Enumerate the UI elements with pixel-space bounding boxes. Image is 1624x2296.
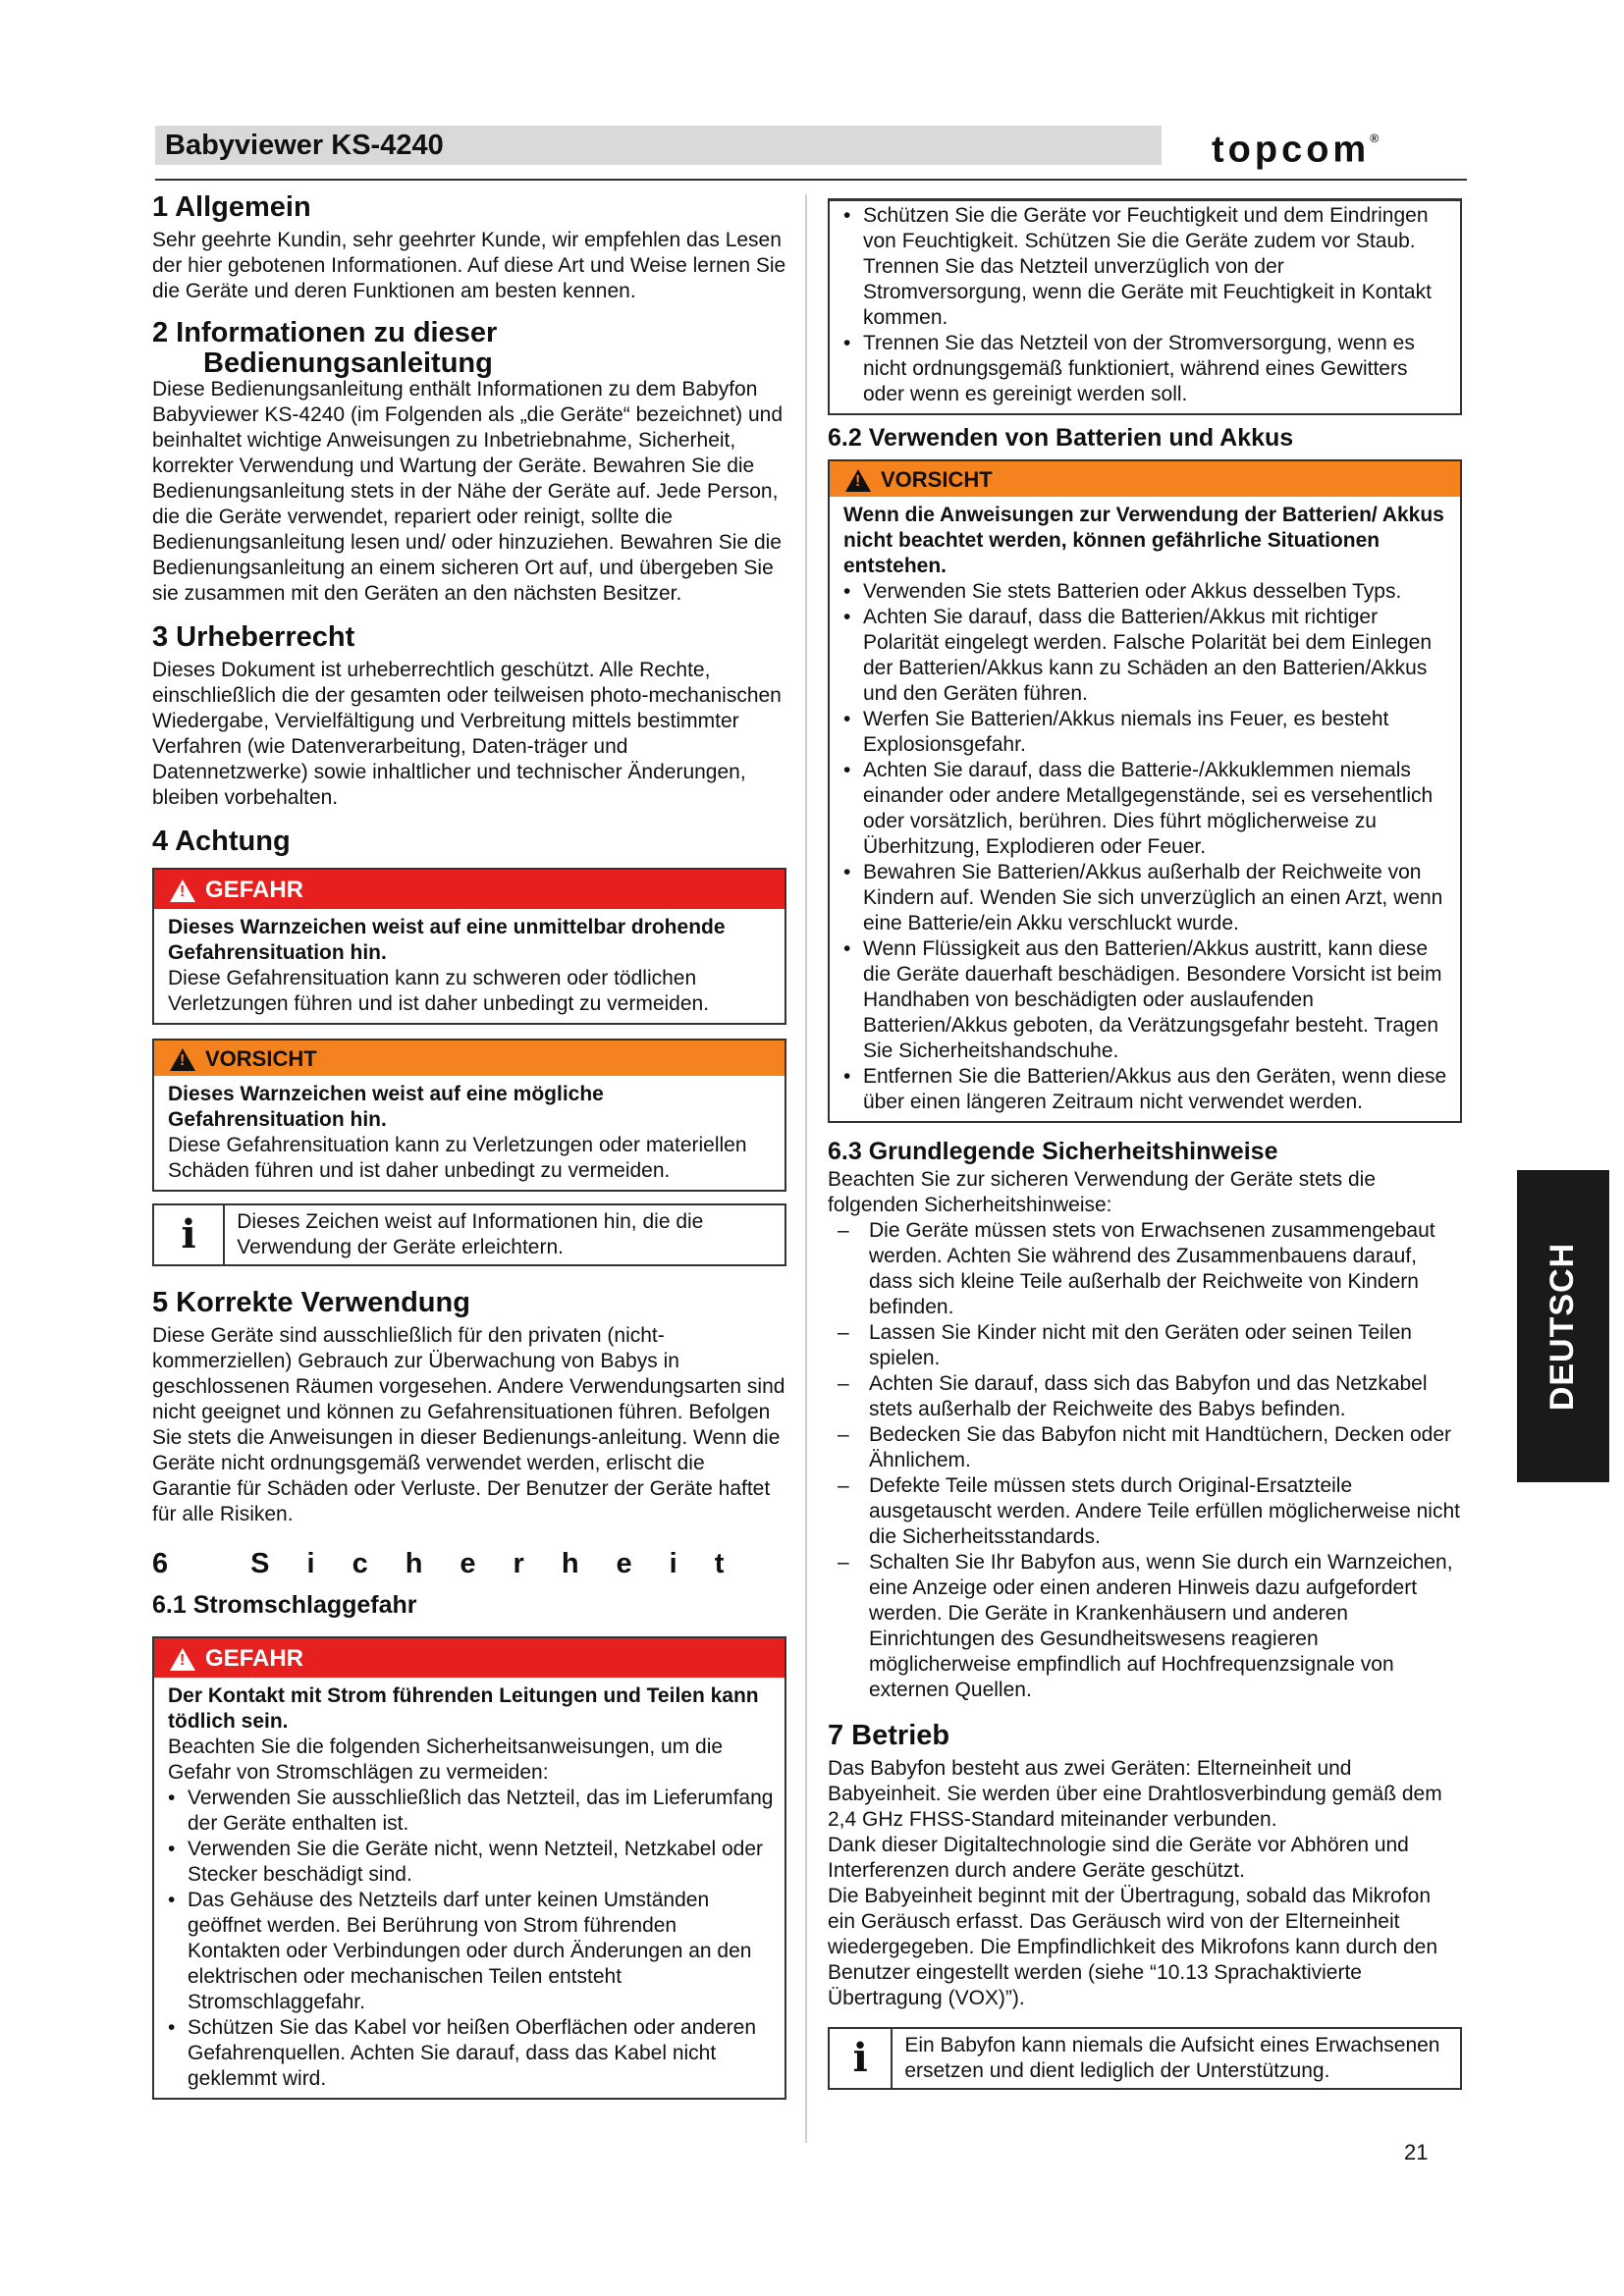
list-item: – Die Geräte müssen stets von Erwachsenen zusammengebaut werden. Achten Sie während des Zusammenbauens darauf, dass sich kleine Teile außerhalb der Reichweite von Kindern befinden. <box>828 1218 1462 1320</box>
warning-triangle-icon: ! <box>170 1048 195 1071</box>
shock-box-continued-body <box>830 201 1460 413</box>
shock-box-lead: Der Kontakt mit Strom führenden Leitungen und Teilen kann tödlich sein. <box>168 1684 759 1733</box>
caution-box-label: VORSICHT <box>205 1046 317 1071</box>
caution-box-body <box>154 1076 785 1190</box>
info-icon-cell <box>154 1205 225 1264</box>
section-7-paragraph-3: Die Babyeinheit beginnt mit der Übertragung, sobald das Mikrofon ein Geräusch erfasst. Das Geräusch wird von der Elterneinheit wiedergegeben. Die Empfindlichkeit des Mikrofons kann durch den Benutzer eingestellt werden (siehe “10.13 Sprachaktivierte Übertragung (VOX)”). <box>828 1885 1438 2009</box>
info-box-operation-text: Ein Babyfon kann niemals die Aufsicht eines Erwachsenen ersetzen und dient lediglich der Unterstützung. <box>904 2034 1440 2082</box>
section-2-text: Diese Bedienungsanleitung enthält Informationen zu dem Babyfon Babyviewer KS-4240 (im Folgenden als „die Geräte“ bezeichnet) und beinhaltet wichtige Anweisungen zu Inbetriebnahme, Sicherheit, korrekter Verwendung und Wartung der Geräte. Bewahren Sie die Bedienungsanleitung stets in der Nähe der Geräte auf. Jede Person, die die Geräte verwendet, repariert oder reinigt, sollte die Bedienungsanleitung lesen und/ oder hinzuziehen. Bewahren Sie die Bedienungsanleitung an einem sicheren Ort auf, und übergeben Sie sie zusammen mit den Geräten an den nächsten Besitzer. <box>152 378 784 605</box>
page-number: 21 <box>1404 2140 1429 2164</box>
shock-box-header <box>154 1638 785 1678</box>
danger-box-lead: Dieses Warnzeichen weist auf eine unmittelbar drohende Gefahrensituation hin. <box>168 916 726 964</box>
section-7-paragraph-2: Dank dieser Digitaltechnologie sind die Geräte vor Abhören und Interferenzen durch andere Geräte geschützt. <box>828 1834 1409 1882</box>
list-item: • Das Gehäuse des Netzteils darf unter keinen Umständen geöffnet werden. Bei Berührung von Strom führenden Kontakten oder Verbindungen oder durch Änderungen an den elektrischen oder mechanischen Teilen entsteht Stromschlaggefahr. <box>168 1888 775 2015</box>
column-divider <box>805 194 807 2143</box>
info-box-operation <box>828 2027 1462 2090</box>
list-item: • Achten Sie darauf, dass die Batterie-/Akkuklemmen niemals einander oder andere Metallgegenstände, sei es versehentlich oder vorsätzlich, berühren. Dies führt möglicherweise zu Überhitzung, Explodieren oder Feuer. <box>843 758 1450 860</box>
section-5-text: Diese Geräte sind ausschließlich für den privaten (nicht-kommerziellen) Gebrauch zur Überwachung von Babys in geschlossenen Räumen vorgesehen. Andere Verwendungsarten sind nicht geeignet und können zu Gefahrensituationen führen. Befolgen Sie stets die Anweisungen in dieser Bedienungs-anleitung. Wenn die Geräte nicht ordnungsgemäß verwendet werden, erlischt die Garantie für Schäden oder Verluste. Der Benutzer der Geräte haftet für alle Risiken. <box>152 1324 785 1525</box>
caution-box-text: Diese Gefahrensituation kann zu Verletzungen oder materiellen Schäden führen und ist daher unbedingt zu vermeiden. <box>168 1134 747 1182</box>
warning-triangle-icon: ! <box>170 1648 195 1671</box>
section-3-title: 3 Urheberrecht <box>152 621 355 653</box>
section-6-3-intro: Beachten Sie zur sicheren Verwendung der Geräte stets die folgenden Sicherheitshinweise: <box>828 1168 1376 1216</box>
shock-box-body <box>154 1678 785 2098</box>
list-item: • Entfernen Sie die Batterien/Akkus aus den Geräten, wenn diese über einen längeren Zeitraum nicht verwendet werden. <box>843 1064 1450 1115</box>
caution-box-lead: Dieses Warnzeichen weist auf eine mögliche Gefahrensituation hin. <box>168 1083 604 1131</box>
info-icon-cell <box>830 2029 893 2088</box>
info-box <box>152 1203 786 1266</box>
list-item: • Verwenden Sie stets Batterien oder Akkus desselben Typs. <box>843 579 1450 605</box>
list-item: • Bewahren Sie Batterien/Akkus außerhalb der Reichweite von Kindern auf. Wenden Sie sich unverzüglich an einen Arzt, wenn eine Batterie/ein Akku verschluckt wurde. <box>843 860 1450 936</box>
warning-triangle-icon: ! <box>845 469 871 492</box>
language-tab-label: DEUTSCH <box>1543 1242 1582 1411</box>
info-box-text: Dieses Zeichen weist auf Informationen hin, die die Verwendung der Geräte erleichtern. <box>237 1210 704 1258</box>
section-1-text: Sehr geehrte Kundin, sehr geehrter Kunde, wir empfehlen das Lesen der hier gebotenen Informationen. Auf diese Art und Weise lernen Sie die Geräte und deren Funktionen am besten kennen. <box>152 229 786 302</box>
list-item: – Bedecken Sie das Babyfon nicht mit Handtüchern, Decken oder Ähnlichem. <box>828 1422 1462 1473</box>
list-item: • Schützen Sie die Geräte vor Feuchtigkeit und dem Eindringen von Feuchtigkeit. Schützen Sie die Geräte zudem vor Staub. Trennen Sie das Netzteil unverzüglich von der Stromversorgung, wenn die Geräte mit Feuchtigkeit in Kontakt kommen. <box>843 203 1450 331</box>
document-title: Babyviewer KS-4240 <box>165 130 444 161</box>
list-item: – Lassen Sie Kinder nicht mit den Geräten oder seinen Teilen spielen. <box>828 1320 1462 1371</box>
brand-name: topcom <box>1212 129 1371 171</box>
list-item: • Achten Sie darauf, dass die Batterien/Akkus mit richtiger Polarität eingelegt werden. Falsche Polarität bei dem Einlegen der Batterien/Akkus kann zu Schäden an den Batterien/Akkus und den Geräten führen. <box>843 605 1450 707</box>
battery-list <box>843 579 1450 1115</box>
shock-danger-box <box>152 1636 786 2100</box>
section-6-1-title: 6.1 Stromschlaggefahr <box>152 1591 417 1619</box>
language-tab <box>1517 1170 1609 1482</box>
shock-box-label: GEFAHR <box>205 1645 304 1672</box>
left-column <box>152 190 786 2100</box>
section-4-title: 4 Achtung <box>152 826 291 857</box>
section-2-title-line1: 2 Informationen zu dieser <box>152 317 498 348</box>
section-6-2-title: 6.2 Verwenden von Batterien und Akkus <box>828 424 1294 452</box>
right-column <box>828 198 1462 2090</box>
list-item: – Defekte Teile müssen stets durch Original-Ersatzteile ausgetauscht werden. Andere Teile erfüllen möglicherweise nicht die Sicherheitsstandards. <box>828 1473 1462 1550</box>
warning-triangle-icon: ! <box>170 880 195 902</box>
section-1-title: 1 Allgemein <box>152 191 311 223</box>
section-5-title: 5 Korrekte Verwendung <box>152 1287 470 1318</box>
section-2-title-line2: Bedienungsanleitung <box>203 347 493 379</box>
list-item: • Werfen Sie Batterien/Akkus niemals ins Feuer, es besteht Explosionsgefahr. <box>843 707 1450 758</box>
safety-list <box>828 1218 1462 1703</box>
battery-box-body <box>830 497 1460 1121</box>
danger-box-body <box>154 909 785 1023</box>
info-icon: i <box>181 1211 196 1257</box>
list-item: • Trennen Sie das Netzteil von der Stromversorgung, wenn es nicht ordnungsgemäß funktioniert, während eines Gewitters oder wenn es gereinigt werden soll. <box>843 331 1450 407</box>
list-item: – Achten Sie darauf, dass sich das Babyfon und das Netzkabel stets außerhalb der Reichweite des Babys befinden. <box>828 1371 1462 1422</box>
brand-logo: topcom® <box>1212 129 1380 171</box>
danger-box <box>152 868 786 1025</box>
header-rule <box>155 179 1467 181</box>
danger-box-text: Diese Gefahrensituation kann zu schweren oder tödlichen Verletzungen führen und ist daher unbedingt zu vermeiden. <box>168 967 710 1015</box>
battery-box-lead: Wenn die Anweisungen zur Verwendung der Batterien/ Akkus nicht beachtet werden, können gefährliche Situationen entstehen. <box>843 504 1444 577</box>
battery-caution-box <box>828 459 1462 1123</box>
list-item: • Verwenden Sie die Geräte nicht, wenn Netzteil, Netzkabel oder Stecker beschädigt sind. <box>168 1837 775 1888</box>
section-7-paragraph-1: Das Babyfon besteht aus zwei Geräten: Elterneinheit und Babyeinheit. Sie werden über eine Drahtlosverbindung gemäß dem 2,4 GHz FHSS-Standard miteinander verbunden. <box>828 1757 1442 1831</box>
list-item: • Verwenden Sie ausschließlich das Netzteil, das im Lieferumfang der Geräte enthalten ist. <box>168 1786 775 1837</box>
section-6-3-title: 6.3 Grundlegende Sicherheitshinweise <box>828 1138 1278 1165</box>
section-3-text: Dieses Dokument ist urheberrechtlich geschützt. Alle Rechte, einschließlich die der gesamten oder teilweisen photo-mechanischen Wiedergabe, Vervielfältigung und Verbreitung mittels bestimmter Verfahren (wie Datenverarbeitung, Daten-träger und Datennetzwerke) sowie inhaltlicher und technischer Änderungen, bleiben vorbehalten. <box>152 659 782 809</box>
shock-box-intro: Beachten Sie die folgenden Sicherheitsanweisungen, um die Gefahr von Stromschlägen zu vermeiden: <box>168 1735 724 1784</box>
list-item: – Schalten Sie Ihr Babyfon aus, wenn Sie durch ein Warnzeichen, eine Anzeige oder einen anderen Hinweis dazu aufgefordert werden. Die Geräte in Krankenhäusern und anderen Einrichtungen des Gesundheitswesens reagieren möglicherweise empfindlich auf Hochfrequenzsignale von externen Quellen. <box>828 1550 1462 1703</box>
danger-box-label: GEFAHR <box>205 877 304 903</box>
shock-box-continued <box>828 198 1462 415</box>
battery-box-header <box>830 461 1460 497</box>
list-item: • Schützen Sie das Kabel vor heißen Oberflächen oder anderen Gefahrenquellen. Achten Sie darauf, dass das Kabel nicht geklemmt wird. <box>168 2015 775 2092</box>
section-7-title: 7 Betrieb <box>828 1720 950 1751</box>
continued-list <box>843 203 1450 407</box>
caution-box <box>152 1039 786 1192</box>
section-6-title: 6 Sicherheit <box>152 1548 762 1579</box>
danger-box-header <box>154 870 785 909</box>
shock-box-list <box>168 1786 775 2092</box>
info-icon: i <box>852 2035 868 2081</box>
battery-box-label: VORSICHT <box>881 467 993 492</box>
list-item: • Wenn Flüssigkeit aus den Batterien/Akkus austritt, kann diese die Geräte dauerhaft beschädigen. Besondere Vorsicht ist beim Handhaben von beschädigten oder auslaufenden Batterien/Akkus geboten, da Verätzungsgefahr besteht. Tragen Sie Sicherheitshandschuhe. <box>843 936 1450 1064</box>
caution-box-header <box>154 1041 785 1076</box>
